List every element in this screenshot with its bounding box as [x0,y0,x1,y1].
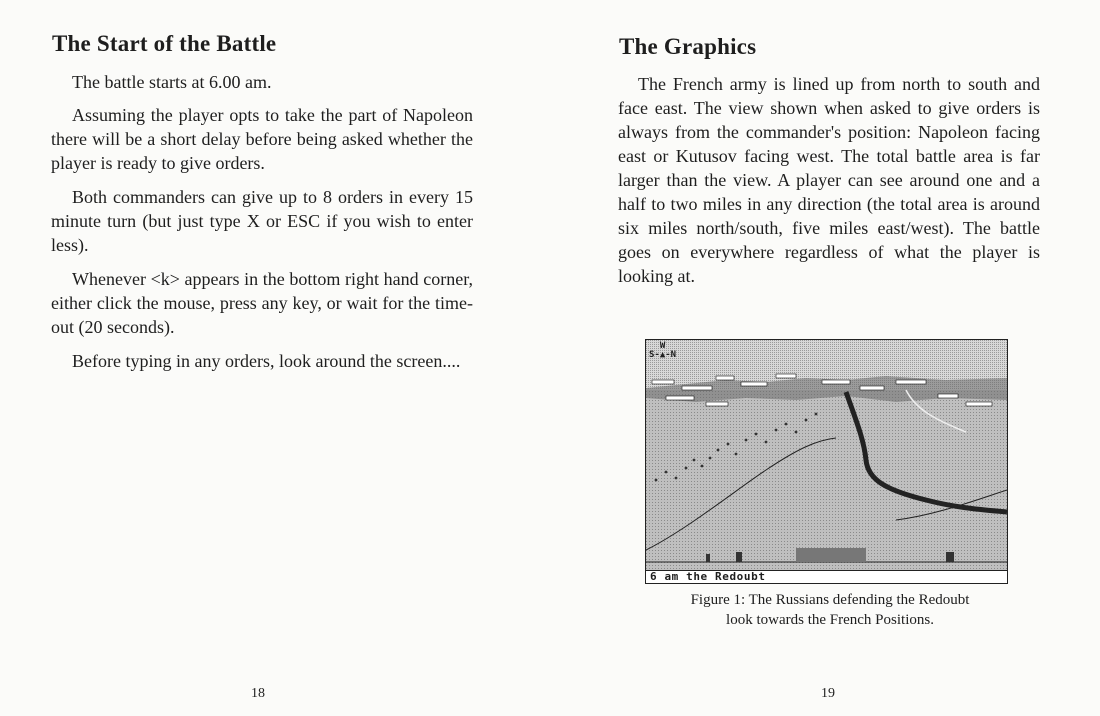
paragraph-k-prompt: Whenever <k> appears in the bottom right hand corner, either click the mouse, press any key, or wait for the time-out (20 seconds). [51,269,473,337]
figure-caption-line-1: Figure 1: The Russians defending the Redoubt [690,592,970,608]
figure-caption-line-2: look towards the French Positions. [726,612,934,628]
right-page [550,0,1100,716]
left-page-title: The Start of the Battle [52,31,277,56]
paragraph-napoleon-delay: Assuming the player opts to take the part of Napoleon there will be a short delay before being asked whether the player is ready to give orders. [51,105,473,173]
paragraph-orders-limit: Both commanders can give up to 8 orders in every 15 minute turn (but just type X or ESC if you wish to enter less). [51,187,473,255]
compass-indicator [649,342,676,360]
paragraph-look-around: Before typing in any orders, look around the screen.... [72,351,461,371]
figure-caption [620,590,1040,630]
compass-south-north-label: S-▲-N [649,350,677,360]
paragraph-graphics: The French army is lined up from north to south and face east. The view shown when asked to give orders is always from the commander's position: Napoleon facing east or Kutusov facing west. The total battle area is far larger than the view. A player can see around one and a half to two miles in any direction (the total area is around six miles north/south, five miles east/west). The battle goes on everywhere regardless of what the player is looking at. [618,74,1040,286]
figure-status-bar [646,570,1007,583]
compass-west-label: W [659,341,666,351]
page-number-right: 19 [821,686,835,701]
right-page-title: The Graphics [619,34,757,59]
battlefield-view-image [646,340,1007,570]
page-number-left: 18 [251,686,265,701]
figure-status-text: 6 am the Redoubt [650,570,766,583]
battle-screenshot-figure [645,339,1008,584]
paragraph-battle-start: The battle starts at 6.00 am. [72,72,272,92]
